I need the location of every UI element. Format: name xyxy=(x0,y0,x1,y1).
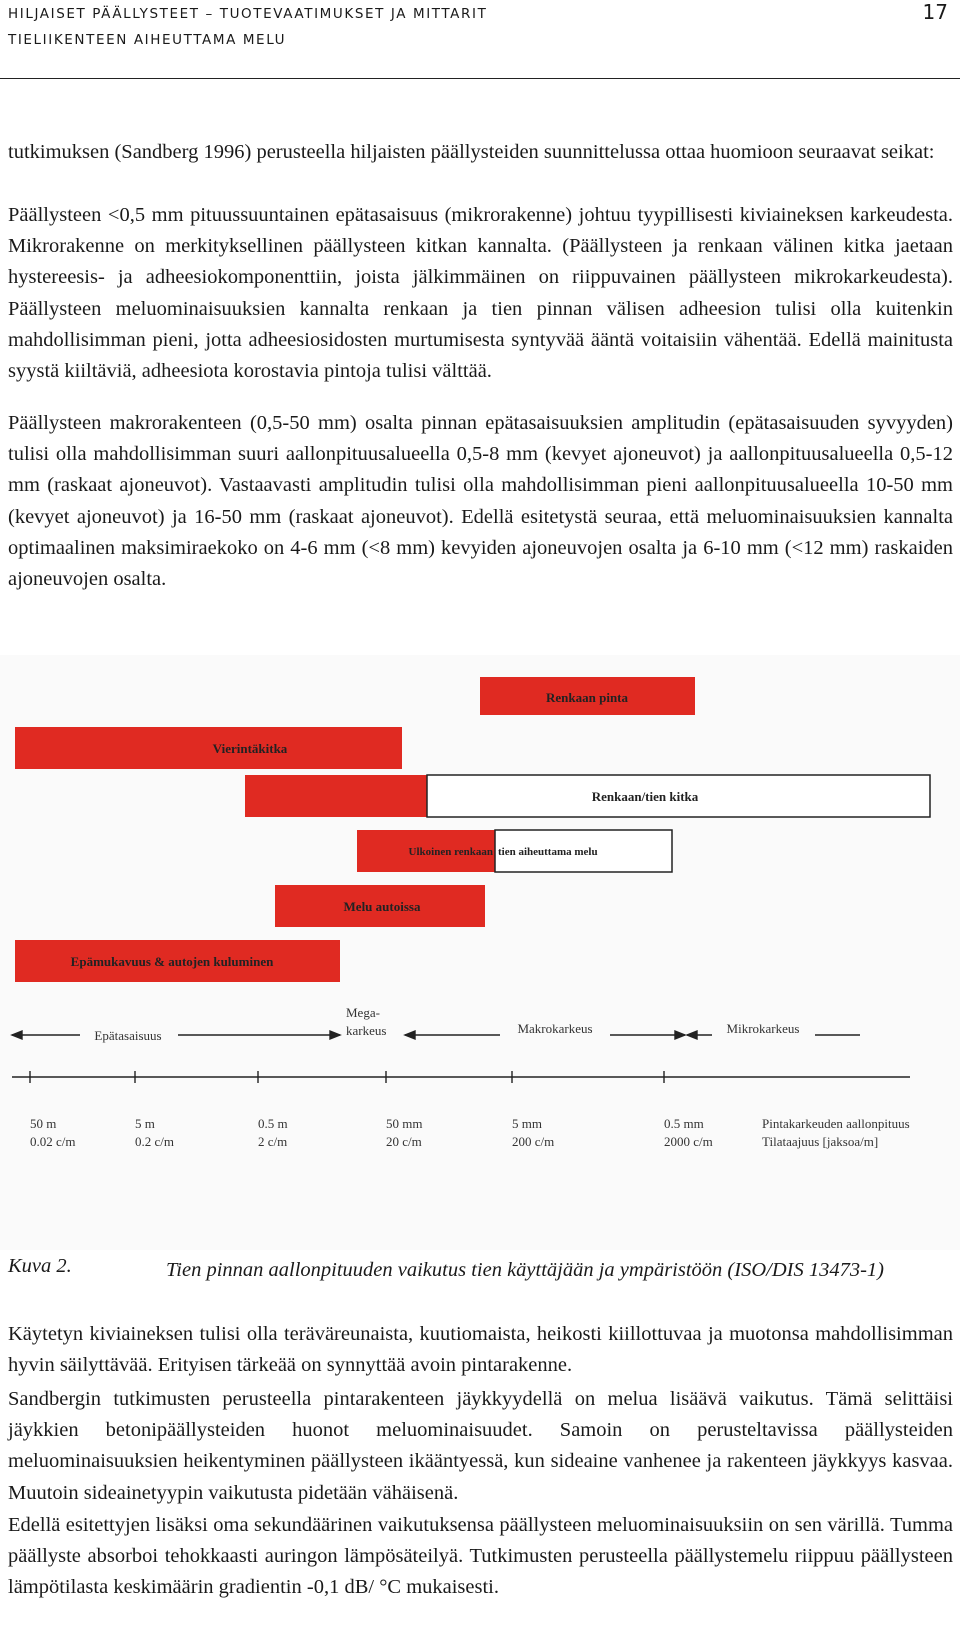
tick-label-frequency: 20 c/m xyxy=(386,1134,422,1149)
paragraph-intro: tutkimuksen (Sandberg 1996) perusteella hiljaisten päällysteiden suunnittelussa ottaa huomioon seuraavat seikat: xyxy=(8,141,935,163)
figure-caption-label: Kuva 2. xyxy=(8,1255,72,1277)
tick-label-wavelength: 0.5 mm xyxy=(664,1116,704,1131)
tick-label-wavelength: 50 mm xyxy=(386,1116,423,1131)
paragraph-macrotexture: Päällysteen makrorakenteen (0,5-50 mm) osalta pinnan epätasaisuuksien amplitudin (epätasaisuuden syvyyden) tulisi olla mahdollisimman suuri aallonpituusalueella 0,5-8 mm (kevyet ajoneuvot) ja aallonpituusalueella 0,5-12 mm (raskaat ajoneuvot). Vastaavasti amplitudin tulisi olla mahdollisimman pieni aallonpituusalueella 10-50 mm (kevyet ajoneuvot) ja 16-50 mm (raskaat ajoneuvot). Edellä esitetystä seuraa, että meluominaisuuksien kannalta optimaalinen maksimiraekoko on 4-6 mm (<8 mm) kevyiden ajoneuvojen osalta ja 6-10 mm (<12 mm) raskaiden ajoneuvojen osalta. xyxy=(8,412,953,591)
tick-label-wavelength: 50 m xyxy=(30,1116,57,1131)
bar-epamukavuus-label: Epämukavuus & autojen kuluminen xyxy=(70,954,274,969)
bar-ulkoinen-melu-label-red: Ulkoinen renkaan xyxy=(408,846,493,858)
tick-label-wavelength: 5 m xyxy=(135,1116,155,1131)
tick-label-wavelength: 5 mm xyxy=(512,1116,542,1131)
bar-vierintakitka-label: Vierintäkitka xyxy=(212,741,288,756)
axis-title-wavelength: Pintakarkeuden aallonpituus xyxy=(762,1116,910,1131)
paragraph-color: Edellä esitettyjen lisäksi oma sekundäärinen vaikutuksensa päällysteen meluominaisuuksiin on sen värillä. Tumma päällyste absorboi tehokkaasti auringon lämpösäteilyä. Tutkimusten perusteella päällystemelu riippuu päällysteen lämpötilasta keskimäärin gradientin -0,1 dB/ °C mukaisesti. xyxy=(8,1514,953,1599)
running-subheader: TIELIIKENTEEN AIHEUTTAMA MELU xyxy=(8,32,287,48)
range-label-macro: Makrokarkeus xyxy=(517,1021,593,1036)
range-label-mega-1: Mega- xyxy=(346,1005,380,1020)
range-label-micro: Mikrokarkeus xyxy=(726,1021,800,1036)
tick-label-wavelength: 0.5 m xyxy=(258,1116,288,1131)
axis-title-frequency: Tilataajuus [jaksoa/m] xyxy=(762,1134,879,1149)
bar-renkaan-pinta-label: Renkaan pinta xyxy=(546,690,628,705)
paragraph-stiffness: Sandbergin tutkimusten perusteella pintarakenteen jäykkyydellä on melua lisäävä vaikutus. Tämä selittäisi jäykkien betonipäällysteiden huonot meluominaisuudet. Samoin on perusteltavissa päällysteiden meluominaisuuksien heikentyminen päällysteen ikääntyessä, kun sideaine vanhenee ja rakenteen jäykkyys kasvaa. Muutoin sideainetyypin vaikutusta pidetään vähäisenä. xyxy=(8,1388,953,1504)
paragraph-aggregate: Käytetyn kiviaineksen tulisi olla teräväreunaista, kuutiomaista, heikosti kiillottuvaa ja muotonsa mahdollisimman hyvin säilyttävää. Erityisen tärkeää on synnyttää avoin pintarakenne. xyxy=(8,1323,953,1377)
figure-caption-text: Tien pinnan aallonpituuden vaikutus tien käyttäjään ja ympäristöön (ISO/DIS 13473-1) xyxy=(166,1259,884,1281)
bar-melu-autoissa-label: Melu autoissa xyxy=(343,899,421,914)
range-label-uneven: Epätasaisuus xyxy=(94,1028,162,1043)
paragraph-microtexture: Päällysteen <0,5 mm pituussuuntainen epätasaisuus (mikrorakenne) johtuu tyypillisesti kiviaineksen karkeudesta. Mikrorakenne on merkityksellinen päällysteen kitkan kannalta. (Päällysteen ja renkaan välinen kitka jaetaan hystereesis- ja adheesiokomponenttiin, joista jälkimmäinen on riippuvainen päällysteen mikrokarkeudesta). Päällysteen meluominaisuuksien kannalta renkaan ja tien pinnan välisen adheesion tulisi olla kuitenkin mahdollisimman pieni, jotta adheesiosidosten murtumisesta syntyvää ääntä voitaisiin vähentää. Edellä mainitusta syystä kiiltäviä, adheesiota korostavia pintoja tulisi välttää. xyxy=(8,204,953,383)
bar-vierintakitka xyxy=(15,727,402,769)
tick-label-frequency: 200 c/m xyxy=(512,1134,555,1149)
tick-label-frequency: 0.2 c/m xyxy=(135,1134,174,1149)
tick-label-frequency: 0.02 c/m xyxy=(30,1134,76,1149)
bar-kitka-red xyxy=(245,775,427,817)
running-header: HILJAISET PÄÄLLYSTEET – TUOTEVAATIMUKSET JA MITTARIT xyxy=(8,6,488,22)
bar-ulkoinen-melu-label-white: tien aiheuttama melu xyxy=(498,846,598,858)
tick-label-frequency: 2 c/m xyxy=(258,1134,288,1149)
texture-wavelength-figure xyxy=(0,655,960,1250)
bar-kitka-label: Renkaan/tien kitka xyxy=(591,789,699,804)
header-rule xyxy=(0,78,960,79)
range-label-mega-2: karkeus xyxy=(346,1023,387,1038)
tick-label-frequency: 2000 c/m xyxy=(664,1134,713,1149)
page-number: 17 xyxy=(922,0,948,24)
